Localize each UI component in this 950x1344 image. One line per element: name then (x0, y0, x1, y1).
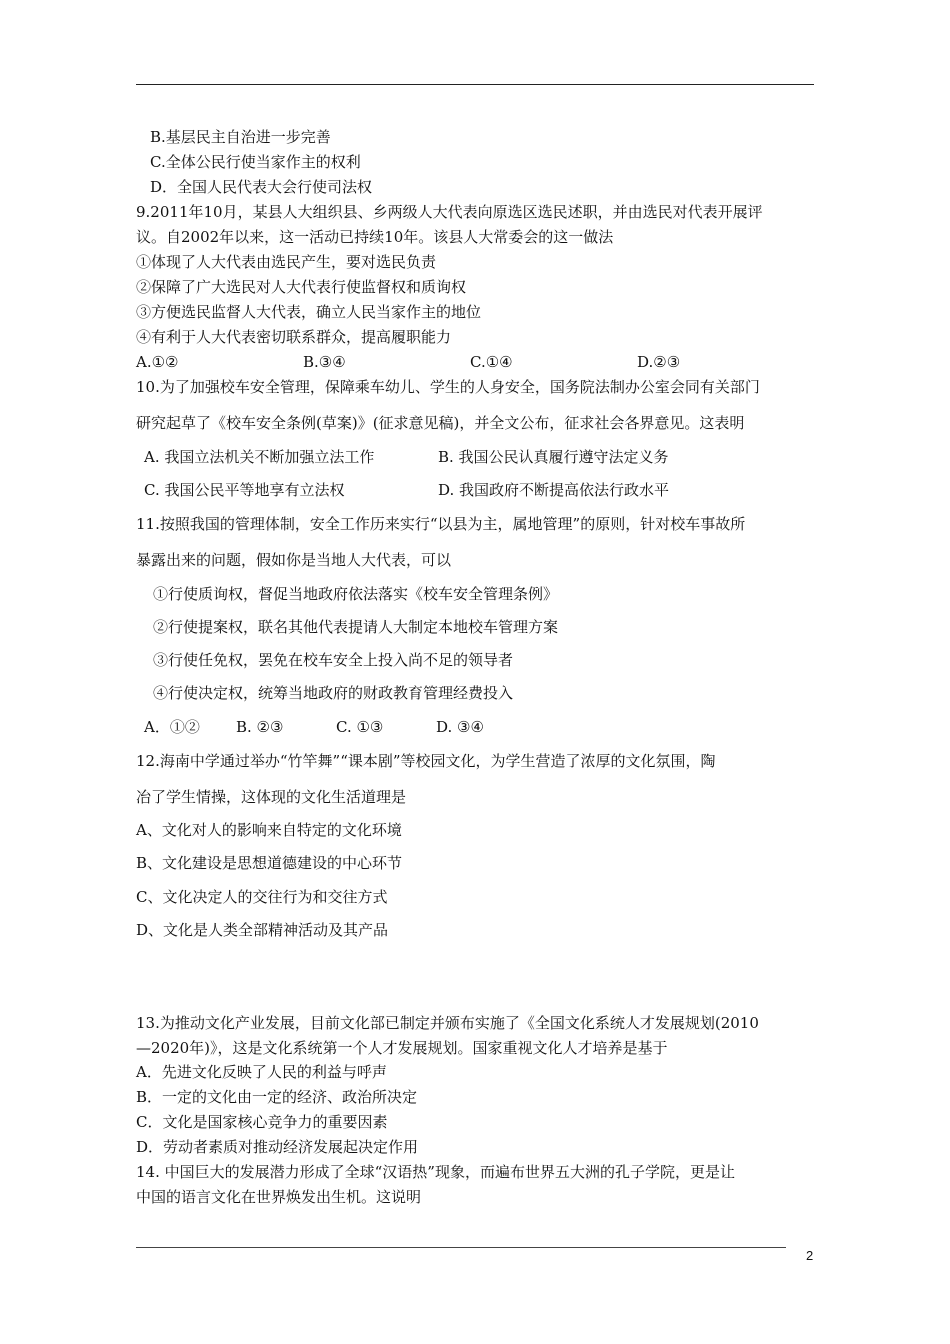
q10-stem-line2: 研究起草了《校车安全条例(草案)》(征求意见稿)，并全文公布，征求社会各界意见。这表明 (136, 414, 745, 432)
q9-option-b: B.③④ (303, 353, 346, 371)
q14-stem-line1: 14. 中国巨大的发展潜力形成了全球“汉语热”现象，而遍布世界五大洲的孔子学院，更是让 (136, 1163, 735, 1181)
q11-stem-line1: 11.按照我国的管理体制，安全工作历来实行“以县为主，属地管理”的原则，针对校车事故所 (136, 515, 746, 533)
q10-option-c: C. 我国公民平等地享有立法权 (144, 481, 345, 499)
q10-option-a: A. 我国立法机关不断加强立法工作 (144, 448, 375, 466)
q11-options (136, 717, 836, 737)
q9-item-4: ④有利于人大代表密切联系群众，提高履职能力 (136, 328, 452, 346)
q12-stem-line2: 冶了学生情操，这体现的文化生活道理是 (136, 788, 407, 806)
q14-stem-line2: 中国的语言文化在世界焕发出生机。这说明 (136, 1188, 422, 1206)
header-rule (136, 84, 814, 85)
q8-option-d: D．全国人民代表大会行使司法权 (150, 178, 373, 196)
q11-option-b: B. ②③ (236, 718, 284, 736)
q9-option-d: D.②③ (637, 353, 681, 371)
q11-item-3: ③行使任免权，罢免在校车安全上投入尚不足的领导者 (153, 651, 514, 669)
q9-stem-line1: 9.2011年10月，某县人大组织县、乡两级人大代表向原选区选民述职，并由选民对代表开展评 (136, 203, 763, 221)
q12-option-b: B、文化建设是思想道德建设的中心环节 (136, 854, 403, 872)
q13-stem-line2: —2020年)》，这是文化系统第一个人才发展规划。国家重视文化人才培养是基于 (136, 1039, 668, 1057)
q12-option-d: D、文化是人类全部精神活动及其产品 (136, 921, 389, 939)
q12-stem-line1: 12.海南中学通过举办“竹竿舞”“课本剧”等校园文化，为学生营造了浓厚的文化氛围，陶 (136, 752, 716, 770)
q11-option-c: C. ①③ (336, 718, 384, 736)
q13-option-a: A．先进文化反映了人民的利益与呼声 (136, 1063, 387, 1081)
page-number: 2 (806, 1248, 814, 1263)
q11-item-2: ②行使提案权，联名其他代表提请人大制定本地校车管理方案 (153, 618, 559, 636)
q9-item-3: ③方便选民监督人大代表，确立人民当家作主的地位 (136, 303, 482, 321)
q9-item-2: ②保障了广大选民对人大代表行使监督权和质询权 (136, 278, 467, 296)
q11-item-1: ①行使质询权，督促当地政府依法落实《校车安全管理条例》 (153, 585, 559, 603)
q10-stem-line1: 10.为了加强校车安全管理，保障乘车幼儿、学生的人身安全，国务院法制办公室会同有关部门 (136, 378, 760, 396)
q11-option-a: A．①② (144, 718, 200, 736)
q9-stem-line2: 议。自2002年以来，这一活动已持续10年。该县人大常委会的这一做法 (136, 228, 614, 246)
q8-option-c: C.全体公民行使当家作主的权利 (150, 153, 361, 171)
q10-option-b: B. 我国公民认真履行遵守法定义务 (438, 448, 669, 466)
q10-options-row2 (136, 480, 836, 500)
q13-option-c: C．文化是国家核心竞争力的重要因素 (136, 1113, 388, 1131)
q8-option-b: B.基层民主自治进一步完善 (150, 128, 331, 146)
q9-option-a: A.①② (136, 353, 179, 371)
footer-rule (136, 1247, 786, 1248)
q13-stem-line1: 13.为推动文化产业发展，目前文化部已制定并颁布实施了《全国文化系统人才发展规划(2010 (136, 1014, 759, 1032)
q9-options (136, 352, 836, 372)
q12-option-a: A、文化对人的影响来自特定的文化环境 (136, 821, 402, 839)
q13-option-d: D．劳动者素质对推动经济发展起决定作用 (136, 1138, 419, 1156)
q11-stem-line2: 暴露出来的问题，假如你是当地人大代表，可以 (136, 551, 452, 569)
q10-option-d: D. 我国政府不断提高依法行政水平 (438, 481, 670, 499)
q9-option-c: C.①④ (470, 353, 513, 371)
q11-item-4: ④行使决定权，统筹当地政府的财政教育管理经费投入 (153, 684, 514, 702)
q10-options-row1 (136, 447, 836, 467)
q13-option-b: B．一定的文化由一定的经济、政治所决定 (136, 1088, 418, 1106)
q12-option-c: C、文化决定人的交往行为和交往方式 (136, 888, 388, 906)
q9-item-1: ①体现了人大代表由选民产生，要对选民负责 (136, 253, 437, 271)
q11-option-d: D. ③④ (436, 718, 484, 736)
